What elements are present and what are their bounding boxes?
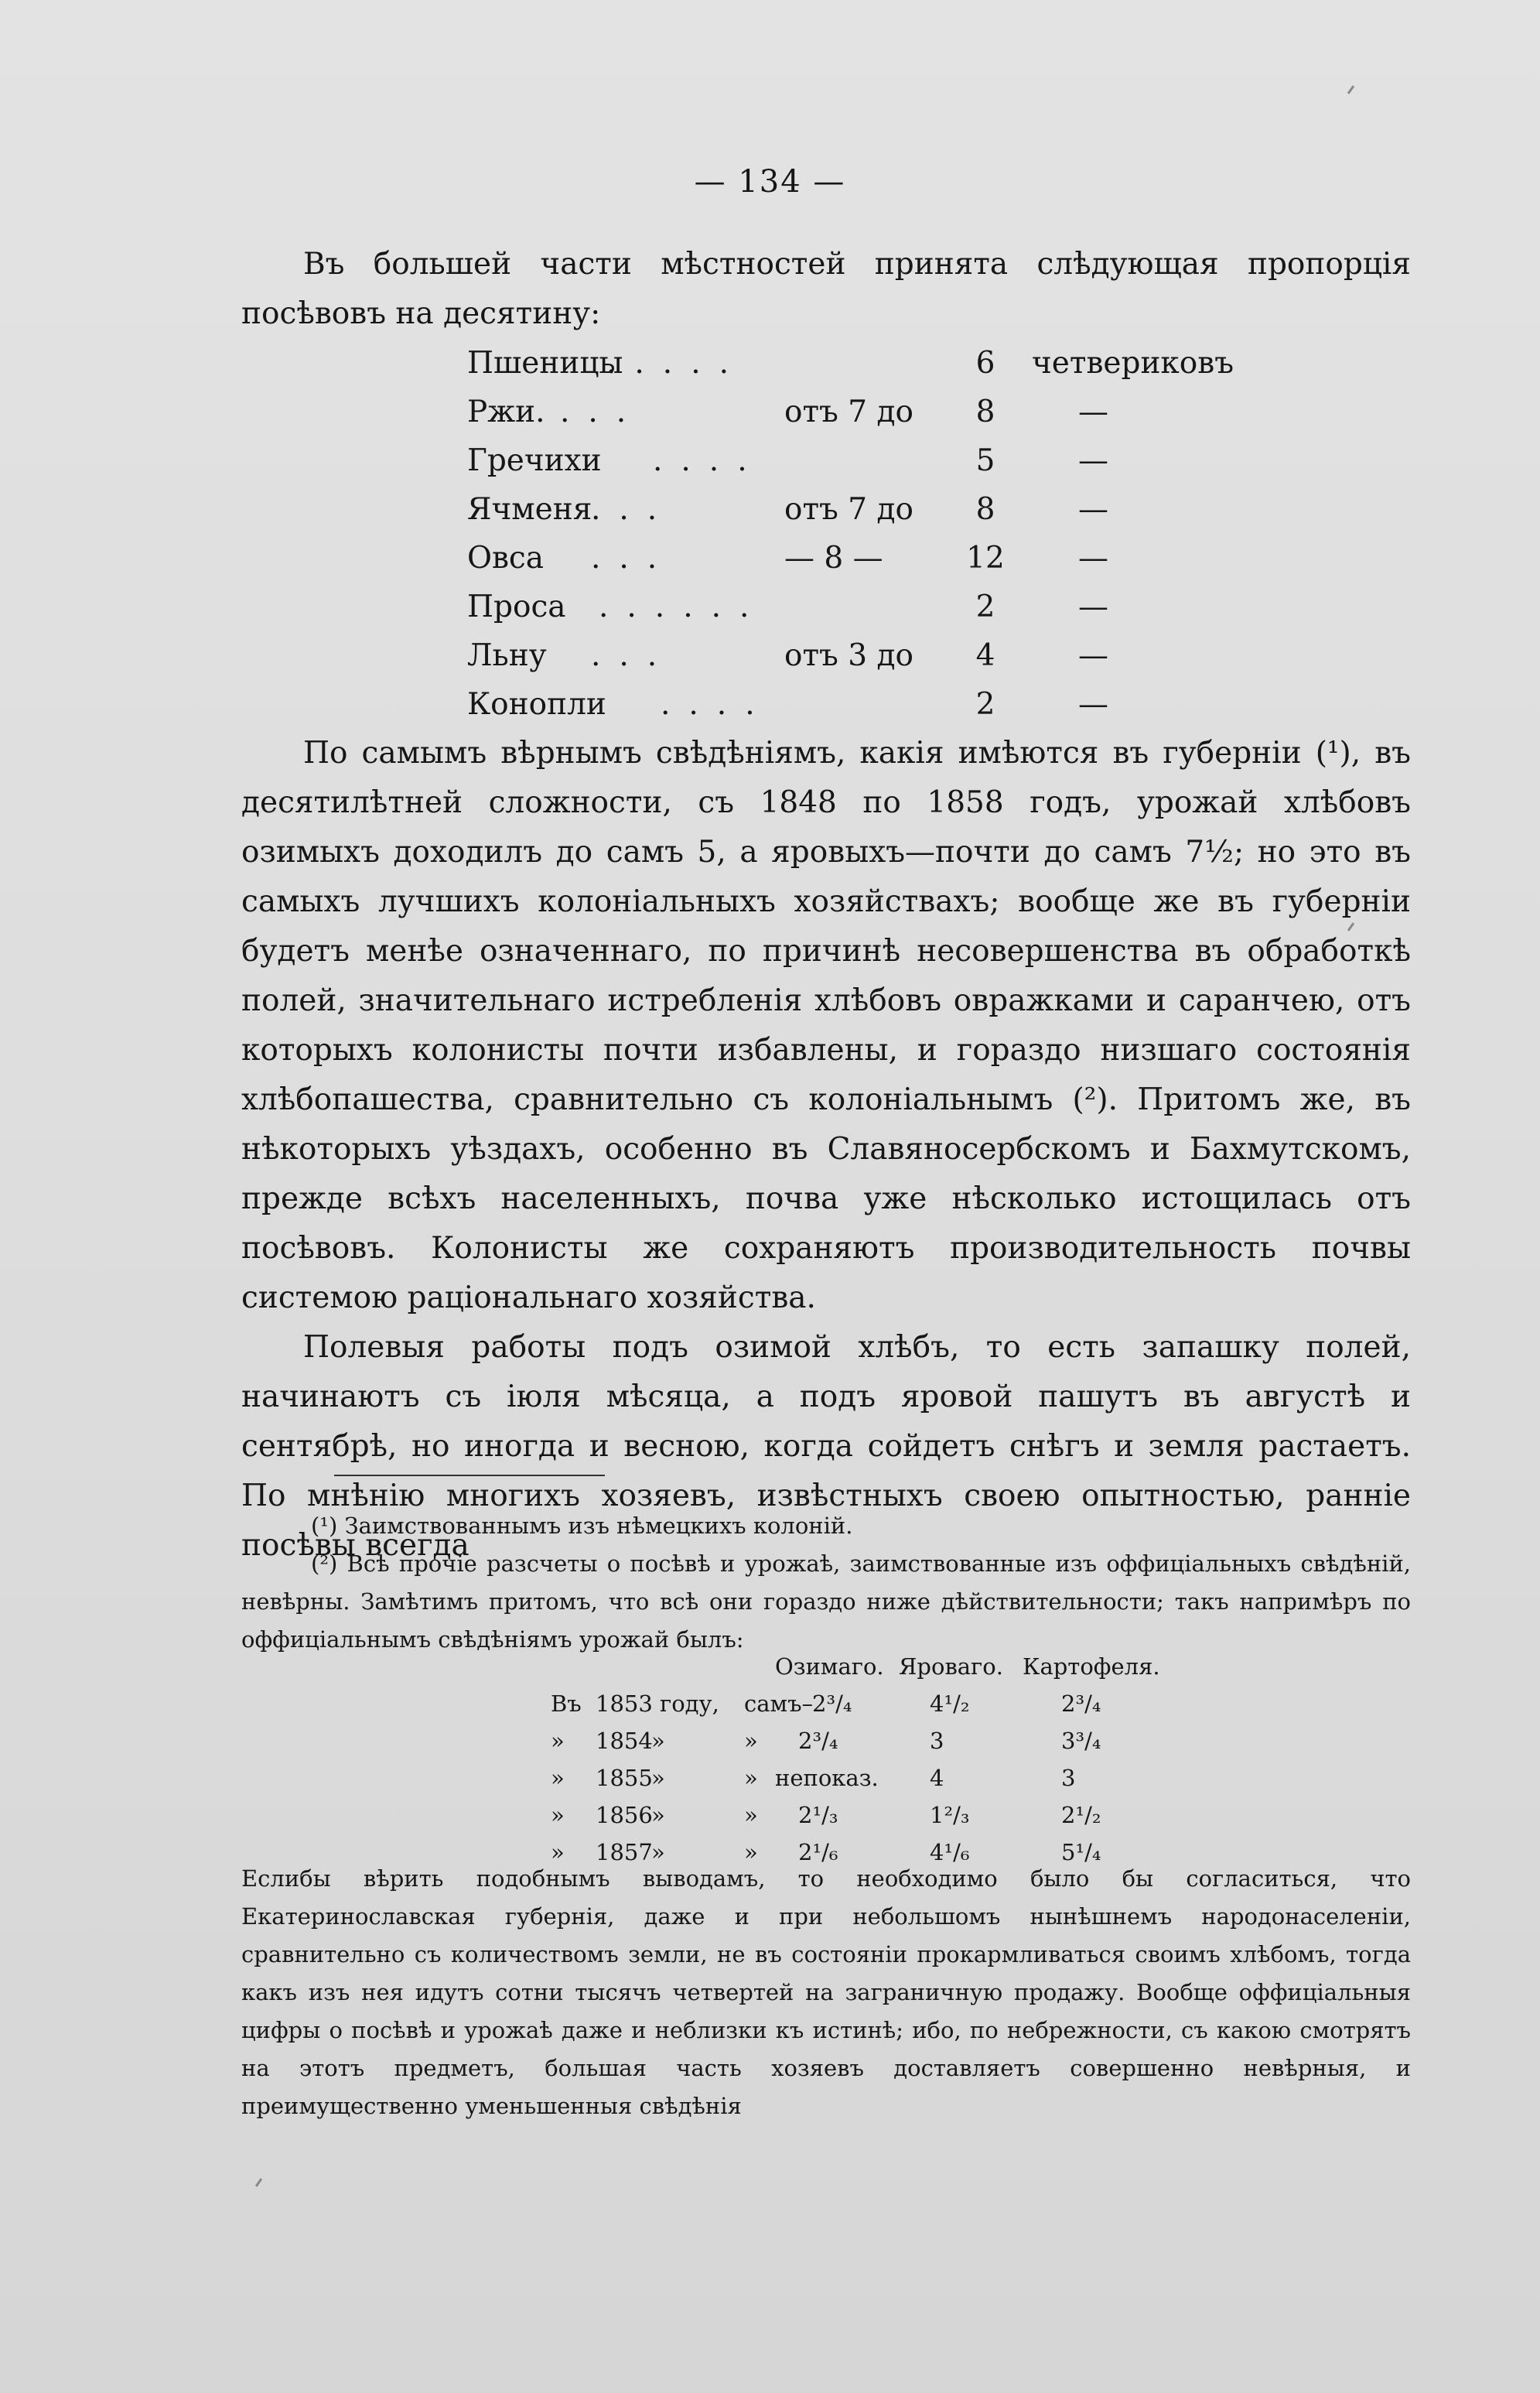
leader-dots: ... — [591, 638, 676, 673]
crop-unit: — — [1078, 492, 1108, 527]
intro-paragraph — [241, 240, 1411, 339]
row-winter: непоказ. — [775, 1765, 879, 1791]
crop-range: отъ 7 до — [784, 395, 913, 429]
row-prefix: » — [551, 1802, 565, 1828]
row-spring: 3 — [930, 1728, 944, 1754]
scan-speck — [1347, 85, 1354, 94]
crop-name: Проса — [467, 590, 566, 624]
row-ditto: » — [651, 1839, 665, 1865]
row-spring: 4¹/₂ — [930, 1690, 970, 1717]
crop-name: Пшеницы — [467, 346, 623, 381]
paragraph-harvest: По самымъ вѣрнымъ свѣдѣніямъ, какія имѣются въ губерніи (¹), въ десятилѣтней сложности, съ 1848 по 1858 годъ, урожай хлѣбовъ озимыхъ доходилъ до самъ 5, а яровыхъ—почти до самъ 7½; но это въ самыхъ лучшихъ колоніальныхъ хозяйствахъ; вообще же въ губерніи будетъ менѣе означеннаго, по причинѣ несовершенства въ обработкѣ полей, значительнаго истребленія хлѣбовъ овражками и саранчею, отъ которыхъ колонисты почти избавлены, и гораздо низшаго состоянія хлѣбопашества, сравнительно съ колоніальнымъ (²). Притомъ же, въ нѣкоторыхъ уѣздахъ, особенно въ Славяносербскомъ и Бахмутскомъ, прежде всѣхъ населенныхъ, почва уже нѣсколько истощилась отъ посѣвовъ. Колонисты же сохраняютъ производительность почвы системою раціональнаго хозяйства. — [241, 736, 1411, 1315]
crop-value: 6 — [975, 346, 995, 381]
crop-unit: — — [1078, 395, 1108, 429]
leader-dots: ... — [591, 492, 676, 527]
leader-dots: ... — [560, 395, 645, 429]
row-prefix: » — [551, 1728, 565, 1754]
row-ditto: » — [651, 1728, 665, 1754]
row-potato: 2³/₄ — [1061, 1690, 1101, 1717]
row-sam: » — [744, 1802, 758, 1828]
page-number: — 134 — — [694, 164, 846, 200]
leader-dots: ...... — [599, 590, 768, 624]
row-year: 1854 — [596, 1728, 653, 1754]
crop-value: 2 — [975, 590, 995, 624]
row-ditto: » — [651, 1802, 665, 1828]
row-potato: 2¹/₂ — [1061, 1802, 1101, 1828]
row-potato: 3³/₄ — [1061, 1728, 1101, 1754]
row-year: 1853 году, — [596, 1690, 719, 1717]
row-winter: 2³/₄ — [798, 1728, 838, 1754]
crop-unit: — — [1078, 687, 1108, 722]
scan-speck — [255, 2178, 262, 2187]
crop-name: Овса — [467, 541, 545, 576]
row-year: 1855 — [596, 1765, 653, 1791]
crop-range: отъ 7 до — [784, 492, 913, 527]
crop-value: 2 — [975, 687, 995, 722]
header-winter: Озимаго. — [775, 1653, 884, 1680]
row-sam: » — [744, 1765, 758, 1791]
crop-name: Конопли — [467, 687, 606, 722]
leader-dots: ..... — [606, 346, 747, 381]
footnotes — [241, 1507, 1411, 1659]
row-spring: 4¹/₆ — [930, 1839, 970, 1865]
footnote-continuation — [241, 1860, 1411, 2125]
row-potato: 3 — [1061, 1765, 1076, 1791]
crop-value: 4 — [975, 638, 995, 673]
header-spring: Яроваго. — [899, 1653, 1003, 1680]
crop-name: Ячменя — [467, 492, 592, 527]
footnote-2-continued: Еслибы вѣрить подобнымъ выводамъ, то необходимо было бы согласиться, что Екатеринославская губернія, даже и при небольшомъ нынѣшнемъ народонаселеніи, сравнительно съ количествомъ земли, не въ состояніи прокармливаться своимъ хлѣбомъ, тогда какъ изъ нея идутъ сотни тысячъ четвертей на заграничную продажу. Вообще оффиціальныя цифры о посѣвѣ и урожаѣ даже и неблизки къ истинѣ; ибо, по небрежности, съ какою смотрятъ на этотъ предметъ, большая часть хозяевъ доставляетъ совершенно невѣрныя, и преимущественно уменьшенныя свѣдѣнія — [241, 1865, 1411, 2119]
row-sam: самъ– — [744, 1690, 814, 1717]
crop-unit: четвериковъ — [1032, 346, 1234, 381]
crop-value: 12 — [966, 541, 1005, 576]
leader-dots: .... — [661, 687, 773, 722]
crop-range: — 8 — — [784, 541, 883, 576]
row-prefix: » — [551, 1839, 565, 1865]
row-winter: 2¹/₆ — [798, 1839, 838, 1865]
row-spring: 1²/₃ — [930, 1802, 970, 1828]
crop-unit: — — [1078, 541, 1108, 576]
paragraph-fieldwork: Полевыя работы подъ озимой хлѣбъ, то есть запашку полей, начинаютъ съ іюля мѣсяца, а подъ яровой пашутъ въ августѣ и сентябрѣ, но иногда и весною, когда сойдетъ снѣгъ и земля растаетъ. По мнѣнію многихъ хозяевъ, извѣстныхъ своею опытностью, ранніе посѣвы всегда — [241, 1330, 1411, 1563]
leader-dots: .... — [653, 443, 766, 478]
row-sam: » — [744, 1728, 758, 1754]
row-winter: 2³/₄ — [812, 1690, 852, 1717]
row-year: 1857 — [596, 1839, 653, 1865]
row-spring: 4 — [930, 1765, 944, 1791]
crop-value: 8 — [975, 492, 995, 527]
row-sam: » — [744, 1839, 758, 1865]
crop-value: 8 — [975, 395, 995, 429]
row-prefix: » — [551, 1765, 565, 1791]
leader-dots: ... — [591, 541, 676, 576]
crop-unit: — — [1078, 443, 1108, 478]
footnote-separator — [334, 1475, 605, 1476]
crop-value: 5 — [975, 443, 995, 478]
crop-name: Ржи. — [467, 395, 545, 429]
row-year: 1856 — [596, 1802, 653, 1828]
crop-range: отъ 3 до — [784, 638, 913, 673]
footnote-1: (¹) Заимствованнымъ изъ нѣмецкихъ колоній. — [311, 1513, 853, 1539]
header-potato: Картофеля. — [1023, 1653, 1160, 1680]
body-text — [241, 729, 1411, 1571]
crop-name: Льну — [467, 638, 547, 673]
crop-name: Гречихи — [467, 443, 602, 478]
row-prefix: Въ — [551, 1690, 582, 1717]
intro-text: Въ большей части мѣстностей принята слѣдующая пропорція посѣвовъ на десятину: — [241, 247, 1411, 331]
footnote-2: (²) Всѣ прочіе разсчеты о посѣвѣ и урожаѣ, заимствованные изъ оффиціальныхъ свѣдѣній, невѣрны. Замѣтимъ притомъ, что всѣ они гораздо ниже дѣйствительности; такъ напримѣръ по оффиціальнымъ свѣдѣніямъ урожай былъ: — [241, 1550, 1411, 1653]
row-potato: 5¹/₄ — [1061, 1839, 1101, 1865]
row-winter: 2¹/₃ — [798, 1802, 838, 1828]
crop-unit: — — [1078, 638, 1108, 673]
crop-unit: — — [1078, 590, 1108, 624]
row-ditto: » — [651, 1765, 665, 1791]
